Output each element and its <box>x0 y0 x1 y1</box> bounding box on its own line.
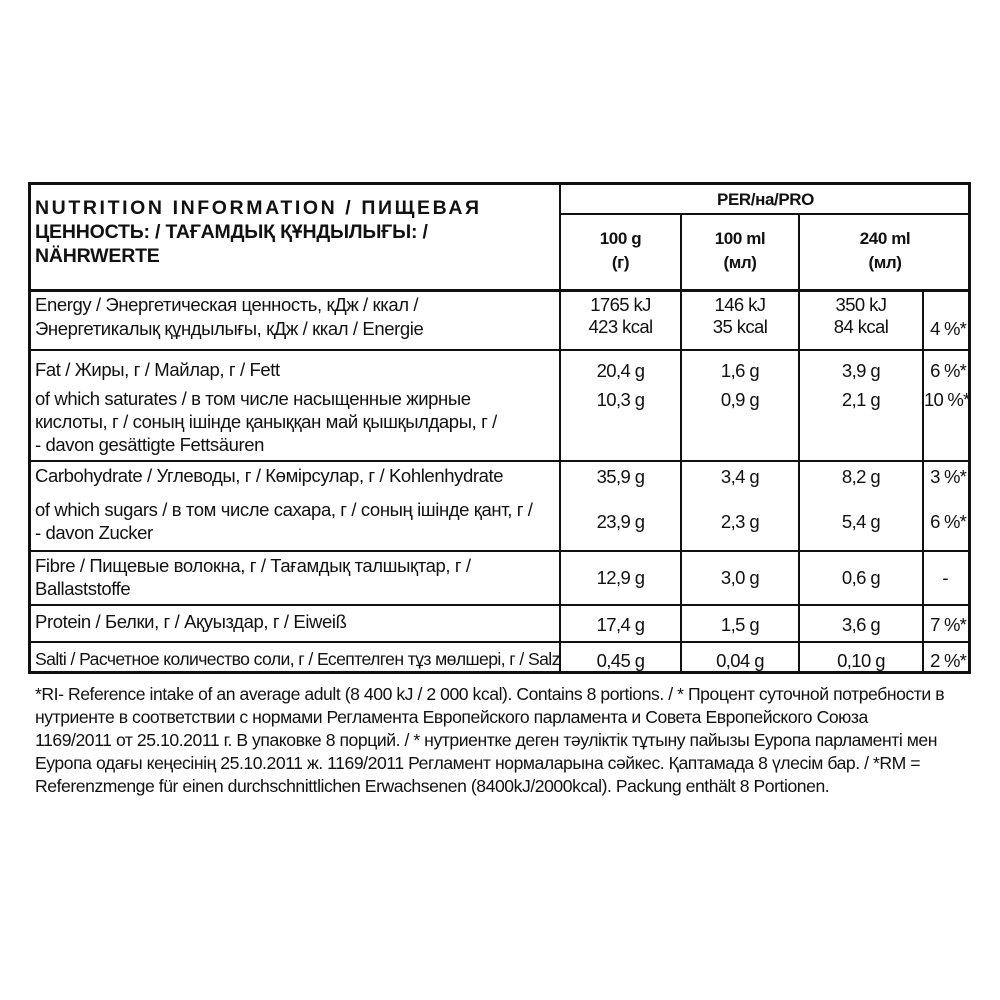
energy-100ml-kj: 146 kJ <box>714 294 766 315</box>
sugars-240ml: 5,4 g <box>841 511 881 532</box>
saturates-label-1: of which saturates / в том числе насыщенные жирные <box>35 388 471 409</box>
row-divider-header <box>29 289 970 292</box>
saturates-100g: 10,3 g <box>596 389 645 410</box>
footnote-line-1: *RI- Reference intake of an average adult (8 400 kJ / 2 000 kcal). Contains 8 portions. / * Процент суточной потребности в <box>35 684 945 704</box>
protein-ri: 7 %* <box>930 614 966 635</box>
protein-100g: 17,4 g <box>596 614 645 635</box>
fat-100ml: 1,6 g <box>720 360 760 381</box>
col-240ml-unit: (мл) <box>868 253 902 272</box>
energy-label-2: Энергетикалық құндылығы, кДж / ккал / Energie <box>35 318 424 339</box>
energy-100ml <box>682 294 798 338</box>
energy-ri: 4 %* <box>930 318 966 339</box>
footnote-line-3: 1169/2011 от 25.10.2011 г. В упаковке 8 порций. / * нутриентке деген тәуліктік тұтыну пайызы Еуропа парламенті мен <box>35 730 937 750</box>
salt-ri: 2 %* <box>930 650 966 671</box>
carbohydrate-100ml: 3,4 g <box>720 466 760 487</box>
protein-label: Protein / Белки, г / Ақуыздар, г / Eiweiß <box>35 611 347 632</box>
energy-100ml-kcal: 35 kcal <box>712 316 768 337</box>
row-divider-fat <box>29 460 970 462</box>
saturates-100ml: 0,9 g <box>720 389 760 410</box>
energy-label-1: Energy / Энергетическая ценность, кДж / ккал / <box>35 294 419 315</box>
salt-100g: 0,45 g <box>596 650 645 671</box>
salt-100ml: 0,04 g <box>716 650 764 671</box>
energy-240ml <box>800 294 922 338</box>
per-header: PER/на/PRO <box>717 190 814 209</box>
energy-240ml-kj: 350 kJ <box>835 294 887 315</box>
sugars-100g: 23,9 g <box>596 511 645 532</box>
energy-100g-kcal: 423 kcal <box>588 316 653 337</box>
col-240ml-header <box>800 227 970 275</box>
fat-100g: 20,4 g <box>596 360 645 381</box>
sugars-100ml: 2,3 g <box>720 511 760 532</box>
carbohydrate-240ml: 8,2 g <box>841 466 881 487</box>
salt-label: Salti / Расчетное количество соли, г / Есептелген тұз мөлшері, г / Salz <box>35 649 560 669</box>
fibre-240ml: 0,6 g <box>841 567 881 588</box>
fat-240ml: 3,9 g <box>841 360 881 381</box>
footnote-line-5: Referenzmenge für einen durchschnittlichen Erwachsenen (8400kJ/2000kcal). Packung enthält 8 Portionen. <box>35 776 830 796</box>
table-title <box>35 196 482 268</box>
col-100g-unit: (г) <box>611 253 630 272</box>
fat-ri: 6 %* <box>930 360 966 381</box>
footnote-line-2: нутриенте в соответствии с нормами Регламента Европейского парламента и Совета Европейского Союза <box>35 707 868 727</box>
carbohydrate-100g: 35,9 g <box>596 466 645 487</box>
footnote-line-4: Еуропа одағы кеңесінің 25.10.2011 ж. 1169/2011 Регламент нормаларына сәйкес. Қаптамада 8 үлесім бар. / *RM = <box>35 753 921 773</box>
carbohydrate-ri: 3 %* <box>930 466 966 487</box>
fat-label: Fat / Жиры, г / Майлар, г / Fett <box>35 359 280 380</box>
saturates-ri: 10 %* <box>924 389 970 410</box>
row-divider-energy <box>29 349 970 351</box>
salt-240ml: 0,10 g <box>837 650 885 671</box>
saturates-label-2: кислоты, г / соның ішінде қаныққан май қышқылдары, г / <box>35 411 497 432</box>
row-divider-carbs <box>29 550 970 552</box>
col-100ml-header <box>682 227 798 275</box>
title-line-2: ЦЕННОСТЬ: / ТАҒАМДЫҚ ҚҰНДЫЛЫҒЫ: / <box>35 221 428 243</box>
footnote <box>35 683 975 798</box>
title-line-3: NÄHRWERTE <box>35 245 160 267</box>
col-100g-amount: 100 g <box>599 229 642 248</box>
row-divider-protein <box>29 641 970 643</box>
energy-100g-kj: 1765 kJ <box>590 294 651 315</box>
saturates-label-3: - davon gesättigte Fettsäuren <box>35 434 265 455</box>
sugars-label-2: - davon Zucker <box>35 522 153 543</box>
fibre-ri: - <box>942 567 948 588</box>
col-100ml-unit: (мл) <box>723 253 757 272</box>
saturates-240ml: 2,1 g <box>841 389 881 410</box>
title-line-1: NUTRITION INFORMATION / ПИЩЕВАЯ <box>35 197 482 219</box>
fibre-label-1: Fibre / Пищевые волокна, г / Тағамдық талшықтар, г / <box>35 555 471 576</box>
carbohydrate-label: Carbohydrate / Углеводы, г / Көмірсулар, г / Kohlenhydrate <box>35 465 504 486</box>
col-240ml-amount: 240 ml <box>859 229 911 248</box>
fibre-100ml: 3,0 g <box>720 567 760 588</box>
energy-240ml-kcal: 84 kcal <box>833 316 889 337</box>
fibre-100g: 12,9 g <box>596 567 645 588</box>
protein-240ml: 3,6 g <box>841 614 881 635</box>
row-divider-fibre <box>29 604 970 606</box>
col-100g-header <box>561 227 680 275</box>
energy-100g <box>561 294 680 338</box>
row-divider-per <box>559 213 970 215</box>
fibre-label-2: Ballaststoffe <box>35 578 131 599</box>
col-100ml-amount: 100 ml <box>714 229 766 248</box>
sugars-ri: 6 %* <box>930 511 966 532</box>
sugars-label-1: of which sugars / в том числе сахара, г / соның ішінде қант, г / <box>35 499 533 520</box>
protein-100ml: 1,5 g <box>720 614 760 635</box>
